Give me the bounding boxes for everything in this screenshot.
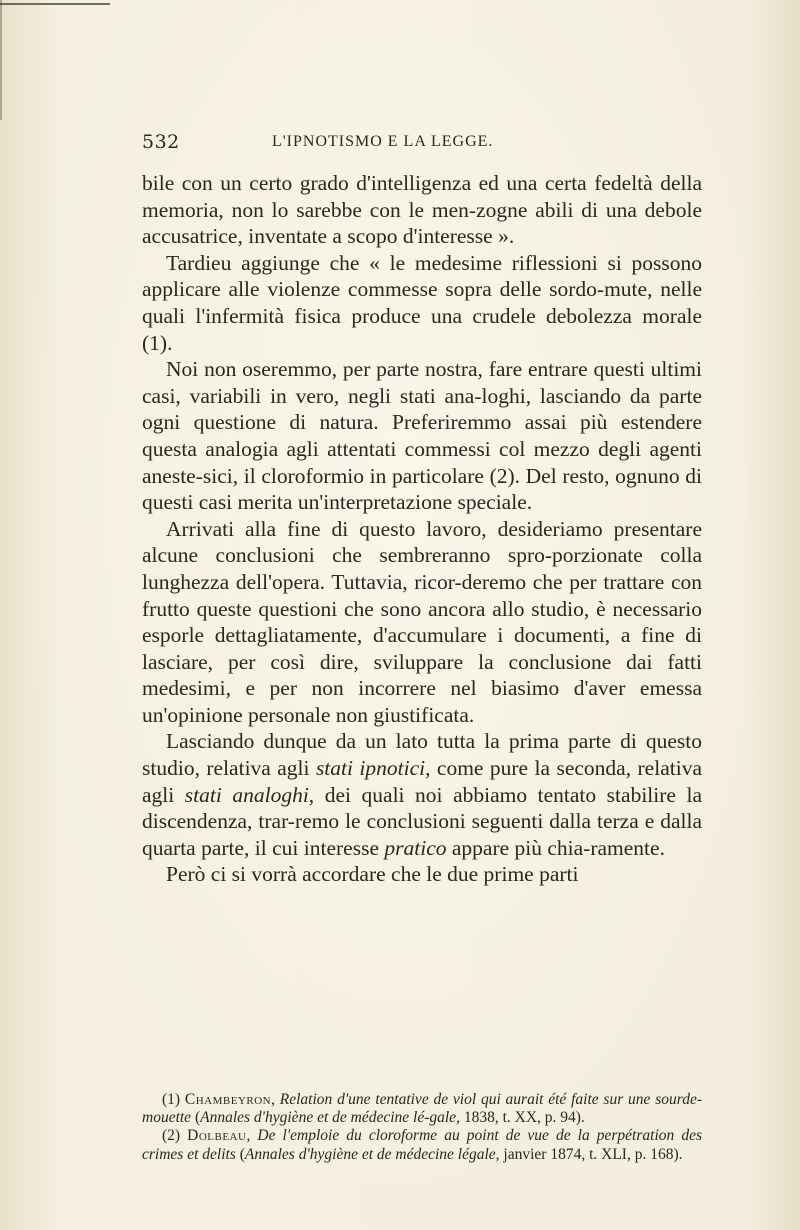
paragraph-5-run: stati analoghi, [184, 782, 315, 807]
footnote-1-run: Annales d'hygiène et de médecine lé-gale, [200, 1109, 460, 1127]
footnote-2-run: Annales d'hygiène et de médecine légale [244, 1145, 496, 1163]
paragraph-5-run: Lasciando dunque da un lato tutta la prima parte di questo studio, relativa agli [142, 729, 702, 781]
footnote-2-run: , janvier 1874, t. XLI, p. 168). [495, 1145, 683, 1163]
paragraph-4 [142, 516, 702, 729]
footnotes [142, 1091, 702, 1164]
paragraph-3 [142, 356, 702, 516]
paragraph-5-run: dei quali noi abbiamo tentato stabilire la discendenza, trar-remo le conclusioni seguenti dalla terza e dalla quarta parte, il cui interesse [142, 782, 702, 860]
footnote-1-run: Chambeyron [184, 1091, 272, 1108]
paragraph-5 [142, 728, 702, 861]
footnote-1 [142, 1091, 702, 1127]
footnote-2-run: ( [235, 1145, 245, 1163]
paragraph-5-run: appare più chia-ramente. [446, 835, 665, 860]
footnote-2 [142, 1127, 702, 1163]
footnote-1-run: 1838, t. XX, p. 94). [459, 1109, 585, 1127]
scan-edge-line-vertical [0, 0, 2, 120]
footnote-2-run: De l'emploie du cloroforme au point de vue de la perpétration des crimes et delits [142, 1127, 702, 1163]
footnote-1-run: , [271, 1091, 280, 1108]
paragraph-5-run: stati ipnotici [315, 756, 426, 781]
page-header [142, 131, 702, 157]
scan-edge-line [0, 3, 110, 5]
paragraph-6-run: Però ci si vorrà accordare che le due prime parti [166, 862, 579, 887]
paragraph-5-run: , come pure la seconda, relativa agli [142, 756, 702, 807]
paragraph-1-run: bile con un certo grado d'intelligenza ed una certa fedeltà della memoria, non lo sarebbe con le men-zogne abili di una debole accusatrice, inventate a scopo d'interesse ». [142, 171, 702, 249]
paragraph-4-run: Arrivati alla fine di questo lavoro, desideriamo presentare alcune conclusioni che sembreranno spro-porzionate colla lunghezza dell'opera. Tuttavia, ricor-deremo che per trattare con frutto queste questioni che sono ancora allo studio, è necessario esporle dettagliatamente, d'accumulare i documenti, a fine di lasciare, per così dire, sviluppare la conclusione dai fatti medesimi, e per non incorrere nel biasimo d'aver emessa un'opinione personale non giustificata. [142, 516, 702, 727]
footnote-2-run: Dolbeau [187, 1127, 247, 1145]
paragraph-5-run: pratico [384, 835, 447, 860]
page-number: 532 [142, 131, 180, 153]
footnote-2-run: , [246, 1127, 258, 1145]
footnote-1-run: (1) [162, 1091, 185, 1108]
footnote-2-run: (2) [162, 1127, 188, 1145]
paragraph-2 [142, 250, 702, 356]
footnote-1-run: Relation d'une tentative de viol qui aurait été faite sur une sourde-mouette [142, 1091, 702, 1127]
paragraph-6 [142, 861, 702, 888]
footnote-1-run: ( [191, 1109, 201, 1127]
body-text [142, 170, 702, 888]
paragraph-3-run: Noi non oseremmo, per parte nostra, fare entrare questi ultimi casi, variabili in vero, negli stati ana-loghi, lasciando da parte ogni questione di natura. Preferiremmo assai più estendere questa analogia agli attentati commessi col mezzo degli agenti aneste-sici, il cloroformio in particolare (2). Del resto, ognuno di questi casi merita un'interpretazione speciale. [142, 357, 702, 515]
paragraph-1 [142, 170, 702, 250]
paragraph-2-run: Tardieu aggiunge che « le medesime riflessioni si possono applicare alle violenze commesse sopra delle sordo-mute, nelle quali l'infermità fisica produce una crudele debolezza morale (1). [142, 250, 702, 355]
running-title: L'IPNOTISMO E LA LEGGE. [272, 133, 494, 150]
